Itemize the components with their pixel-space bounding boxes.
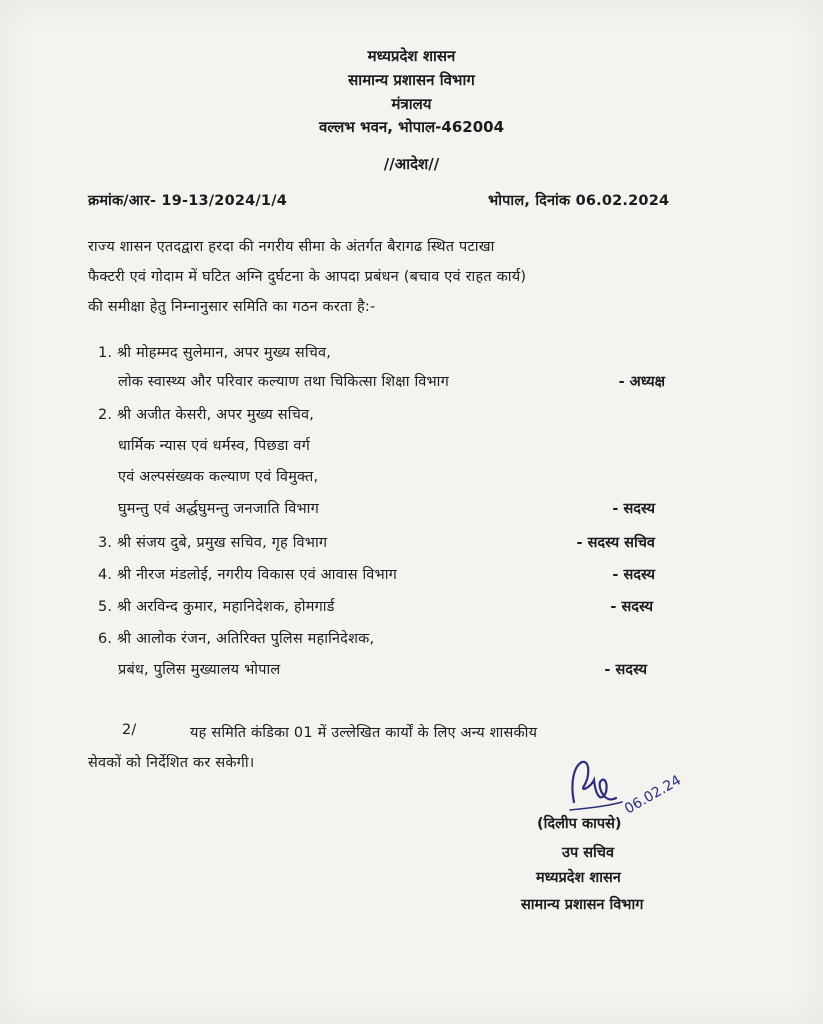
signatory-designation: उप सचिव [562, 845, 615, 861]
intro-line-1: राज्य शासन एतदद्वारा हरदा की नगरीय सीमा के अंतर्गत बैरागढ स्थित पटाखा [88, 239, 495, 255]
header-government: मध्यप्रदेश शासन [367, 47, 456, 65]
order-place-date: भोपाल, दिनांक 06.02.2024 [488, 193, 670, 209]
signature-date: 06.02.24 [622, 772, 684, 818]
handwritten-signature [560, 752, 710, 822]
header-department: सामान्य प्रशासन विभाग [348, 71, 475, 89]
signatory-org-1: मध्यप्रदेश शासन [536, 870, 621, 886]
order-number: क्रमांक/आर- 19-13/2024/1/4 [88, 193, 288, 209]
member-6-line-1: 6. श्री आलोक रंजन, अतिरिक्त पुलिस महानिदेशक, [98, 631, 375, 647]
header-address: वल्लभ भवन, भोपाल-462004 [318, 118, 505, 136]
member-6-role: - सदस्य [604, 662, 647, 678]
member-3-role: - सदस्य सचिव [576, 535, 655, 551]
member-6-line-2: प्रबंध, पुलिस मुख्यालय भोपाल [118, 662, 281, 678]
member-3-line-1: 3. श्री संजय दुबे, प्रमुख सचिव, गृह विभाग [98, 535, 328, 551]
member-1-line-1: 1. श्री मोहम्मद सुलेमान, अपर मुख्य सचिव, [98, 345, 332, 361]
member-2-line-1: 2. श्री अजीत केसरी, अपर मुख्य सचिव, [98, 407, 315, 423]
signatory-org-2: सामान्य प्रशासन विभाग [521, 897, 644, 913]
member-1-role: - अध्यक्ष [618, 374, 665, 390]
intro-line-2: फैक्टरी एवं गोदाम में घटित अग्नि दुर्घटना के आपदा प्रबंधन (बचाव एवं राहत कार्य) [88, 269, 527, 285]
member-2-line-4: घुमन्तु एवं अर्द्धघुमन्तु जनजाति विभाग [118, 501, 319, 517]
member-5-line-1: 5. श्री अरविन्द कुमार, महानिदेशक, होमगार्ड [98, 599, 335, 615]
para-2-number: 2/ [122, 722, 137, 738]
member-4-line-1: 4. श्री नीरज मंडलोई, नगरीय विकास एवं आवास विभाग [98, 567, 398, 583]
member-4-role: - सदस्य [612, 567, 655, 583]
member-5-role: - सदस्य [610, 599, 653, 615]
member-2-line-2: धार्मिक न्यास एवं धर्मस्व, पिछडा वर्ग [118, 438, 311, 454]
member-2-line-3: एवं अल्पसंख्यक कल्याण एवं विमुक्त, [118, 469, 319, 485]
para-2-line-2: सेवकों को निर्देशित कर सकेगी। [88, 755, 255, 771]
order-title: //आदेश// [383, 155, 440, 173]
signatory-name: (दिलीप कापसे) [537, 816, 622, 832]
member-2-role: - सदस्य [612, 501, 655, 517]
para-2-line-1: यह समिति कंडिका 01 में उल्लेखित कार्यों के लिए अन्य शासकीय [190, 725, 538, 741]
member-1-line-2: लोक स्वास्थ्य और परिवार कल्याण तथा चिकित्सा शिक्षा विभाग [118, 374, 449, 390]
intro-line-3: की समीक्षा हेतु निम्नानुसार समिति का गठन करता है:- [88, 299, 376, 315]
header-ministry: मंत्रालय [391, 95, 432, 113]
